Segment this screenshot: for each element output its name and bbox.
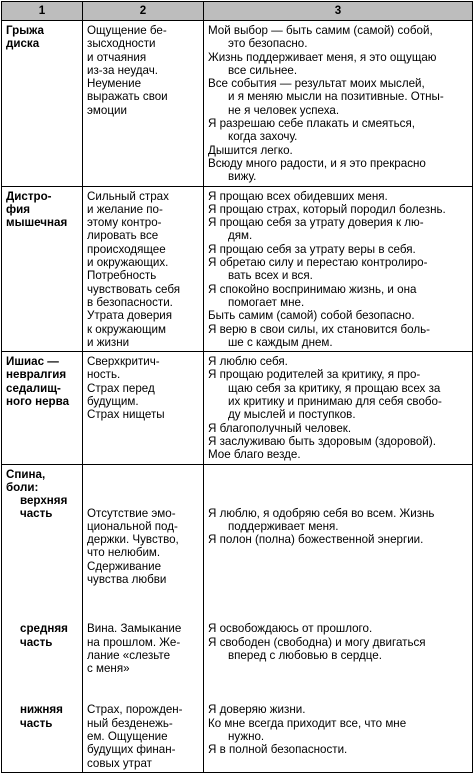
spine-part-line: средняя [20,622,68,636]
condition-cell [2,464,83,608]
condition-name-line: Ишиас — [6,355,59,369]
cause-line: Неумение [87,77,142,91]
cause-line: будущим. [87,395,139,409]
cause-line: ность. [87,368,121,382]
cause-line: Потребность [87,269,157,283]
cause-line: и окружающих. [87,256,169,270]
affirmation-cont-line: поддерживает меня. [228,519,339,533]
cause-line: из-за неудач. [87,63,158,77]
condition-name-line: Грыжа [6,24,44,37]
spine-part-line: часть [20,507,53,521]
spine-part-line: нижняя [20,703,63,717]
affirmation-cont-line: дям. [228,229,253,243]
cause-line: ем. Ощущение [87,730,168,744]
affirmation-line: Ко мне всегда приходит все, что мне [208,716,407,730]
condition-cell [2,689,83,772]
cause-line: держки. Чувство, [87,533,179,547]
affirmation-line: Я прощаю страх, который породил болезнь. [208,202,446,216]
condition-name-line: мышечная [6,216,68,230]
cause-line: циональной под- [87,519,178,533]
condition-cell [2,186,83,352]
affirmation-line: Я обретаю силу и перестаю контролиро- [208,256,428,270]
affirmation-cont-line: щаю себя за критику, я прощаю всех за [228,381,441,395]
cause-line: чувствовать себя [87,282,181,296]
table-body [2,21,473,773]
cause-line: Отсутствие эмо- [87,506,176,520]
cause-cell [83,464,204,608]
condition-name-line: фия [6,202,31,216]
condition-name [6,468,79,495]
header-col-1: 1 [2,2,83,21]
cause-line: Сдерживание [87,559,162,573]
header-col-2: 2 [83,2,204,21]
cause-cell [83,608,204,689]
cause-line: происходящее [87,242,166,256]
affirmation-cont-line: их критику и принимаю для себя свобо- [228,395,442,409]
condition-name-line: ного нерва [6,395,70,409]
affirmation-cont-line: все сильнее. [228,63,298,77]
spine-row [2,464,473,608]
condition-name [6,355,79,408]
cause-line: с меня» [87,662,130,676]
condition-name [6,190,79,230]
header-col-3: 3 [204,2,473,21]
cause-line: Страх, порожден- [87,703,183,717]
cause-line: Ощущение бе- [87,24,167,37]
affirmation-cont-line: вижу. [228,170,257,184]
condition-name-line: диска [6,37,40,51]
spine-part-name [6,622,79,649]
affirmation-line: Я прощаю себя за утрату веры в себя. [208,242,416,256]
affirmation-cont-line: помогает мне. [228,295,305,309]
affirmation-cell [204,464,473,608]
affirmation-cont-line: вперед с любовью в сердце. [228,648,382,662]
cause-line: выражать свои [87,90,168,104]
spine-part-line: верхняя [20,494,68,508]
cause-line: чувства любви [87,572,167,586]
affirmation-line: Я прощаю всех обидевших меня. [208,189,388,203]
condition-cell [2,608,83,689]
condition-name-line: невралгия [6,368,67,382]
cause-line: и отчаяния [87,50,147,64]
affirmation-line: Я спокойно воспринимаю жизнь, и она [208,282,417,296]
affirmation-line: Мой выбор — быть самим (самой) собой, [208,24,433,37]
affirmation-cont-line: ду мыслей и поступков. [228,408,356,422]
affirmation-line: Я разрешаю себе плакать и смеяться, [208,117,415,131]
table-row [2,352,473,464]
affirmation-line: Я доверяю жизни. [208,703,306,717]
cause-line: будущих финан- [87,743,176,757]
cause-line: Сверхкритич- [87,355,160,369]
affirmation-cont-line: не я человек успеха. [228,103,340,117]
cause-line: и желание по- [87,202,163,216]
spine-part-line: часть [20,716,53,730]
affirmation-cont-line: ше с каждым днем. [228,335,333,349]
cause-line: этому контро- [87,216,162,230]
affirmation-line: Я освобождаюсь от прошлого. [208,622,373,636]
cause-line: ный безденежь- [87,716,173,730]
cause-cell [83,21,204,187]
cause-line: лировать все [87,229,159,243]
affirmations-table [1,1,473,773]
cause-line: эмоции [87,103,127,117]
cause-line: что нелюбим. [87,546,161,560]
cause-line: в безопасности. [87,295,173,309]
affirmation-line: Я люблю себя. [208,355,288,369]
cause-line: Страх нищеты [87,408,165,422]
spine-row [2,689,473,772]
cause-line: зысходности [87,37,156,51]
spine-part-name [6,703,79,730]
affirmation-cont-line: нужно. [228,730,265,744]
cause-line: Вина. Замыкание [87,622,182,636]
header-row [2,2,473,21]
affirmation-line: Я благополучный человек. [208,421,352,435]
table-row [2,21,473,187]
condition-name-line: боли: [6,480,39,494]
affirmation-line: Мое благо везде. [208,448,301,462]
affirmation-cell [204,352,473,464]
affirmation-line: Я полон (полна) божественной энергии. [208,533,424,547]
spine-row [2,608,473,689]
table-row [2,186,473,352]
affirmation-cont-line: это безопасно. [228,37,308,51]
condition-cell [2,21,83,187]
affirmation-cont-line: и я меняю мысли на позитивные. Отны- [228,90,444,104]
affirmation-line: Я заслуживаю быть здоровым (здоровой). [208,434,436,448]
cause-line: и жизни [87,335,130,349]
cause-line: совых утрат [87,756,152,770]
cause-cell [83,352,204,464]
affirmation-cont-line: когда захочу. [228,130,298,144]
condition-name-line: Спина, [6,467,46,481]
affirmation-line: Всюду много радости, и я это прекрасно [208,156,426,170]
cause-cell [83,689,204,772]
affirmation-line: Я прощаю себя за утрату доверия к лю- [208,216,424,230]
spine-part-name [6,494,79,521]
cause-cell [83,186,204,352]
affirmation-line: Дышится легко. [208,143,293,157]
affirmation-line: Я в полной безопасности. [208,743,348,757]
affirmation-line: Я свободен (свободна) и могу двигаться [208,635,426,649]
cause-line: Утрата доверия [87,309,173,323]
affirmation-cell [204,689,473,772]
cause-line: Страх перед [87,381,155,395]
affirmation-line: Я люблю, я одобряю себя во всем. Жизнь [208,506,435,520]
affirmation-line: Я верю в свои силы, их становится боль- [208,322,430,336]
cause-line: на прошлом. Же- [87,635,181,649]
condition-name-line: седалищ- [6,381,61,395]
affirmation-line: Жизнь поддерживает меня, я это ощущаю [208,50,437,64]
condition-name-line: Дистро- [6,189,52,203]
cause-line: лание «слезьте [87,648,171,662]
condition-cell [2,352,83,464]
spine-part-line: часть [20,635,53,649]
affirmation-cell [204,608,473,689]
condition-name [6,24,79,51]
cause-line: Сильный страх [87,189,169,203]
cause-line: к окружающим [87,322,166,336]
affirmation-cell [204,186,473,352]
affirmation-line: Я прощаю родителей за критику, я про- [208,368,421,382]
affirmation-line: Быть самим (самой) собой безопасно. [208,309,415,323]
affirmation-cont-line: вать всех и вся. [228,269,313,283]
affirmation-line: Все события — результат моих мыслей, [208,77,425,91]
affirmation-cell [204,21,473,187]
